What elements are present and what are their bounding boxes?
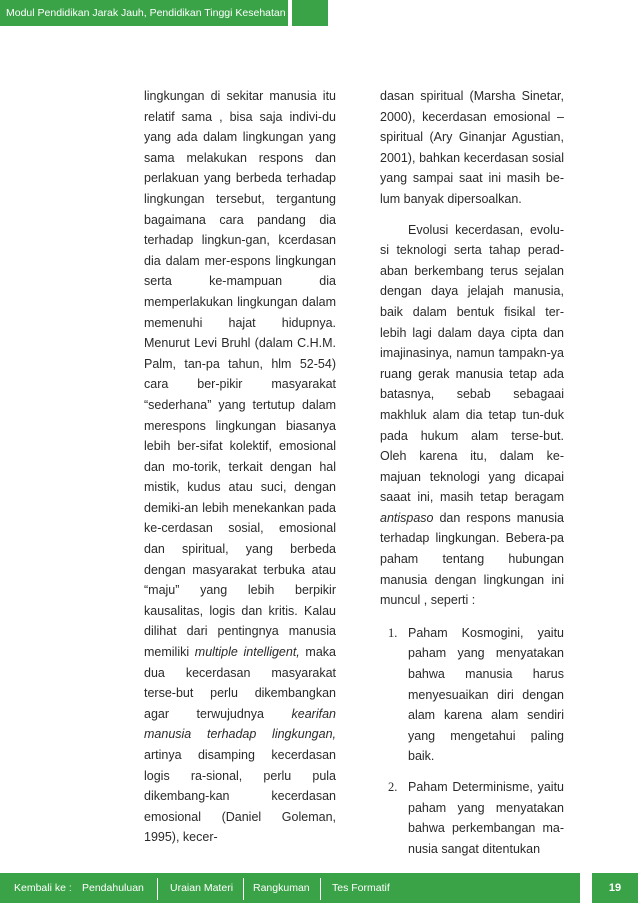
nav-uraian-materi-link[interactable]: Uraian Materi bbox=[170, 882, 234, 894]
back-label: Kembali ke : bbox=[14, 882, 72, 894]
nav-rangkuman-link[interactable]: Rangkuman bbox=[253, 882, 310, 894]
header-accent-block bbox=[292, 0, 328, 26]
nav-tes-formatif-link[interactable]: Tes Formatif bbox=[332, 882, 390, 894]
list-number: 1. bbox=[388, 625, 398, 640]
module-title: Modul Pendidikan Jarak Jauh, Pendidikan Tinggi Kesehatan bbox=[6, 7, 286, 19]
nav-pendahuluan-link[interactable]: Pendahuluan bbox=[82, 882, 144, 894]
list-number: 2. bbox=[388, 780, 398, 794]
nav-divider bbox=[157, 878, 158, 900]
footer-nav-bar bbox=[0, 873, 580, 903]
right-paragraph-2: Evolusi kecerdasan, evolu-si teknologi serta tahap perad-aban berkembang terus sejalan dengan daya jelajah manusia, baik dalam bentuk fisikal ter-lebih lagi dalam daya cipta dan imajinasinya, namun tampakn-ya ruang gerak manusia tetap ada batasnya, sebab sebagaai makhluk alam dia tetap tun-duk pada hukum alam terse-but. Oleh karena itu, dalam ke-majuan teknologi yang dicapai saaat ini, masih tetap beragam antispaso dan respons manusia terhadap lingkungan. Bebera-pa paham tentang hubungan manusia dengan lingkungan ini muncul , seperti : bbox=[380, 222, 564, 608]
page-number: 19 bbox=[592, 873, 638, 903]
left-text-column bbox=[144, 86, 336, 848]
right-text-column bbox=[380, 86, 564, 869]
italic-term: kearifan manusia terhadap lingkungan, bbox=[144, 706, 336, 742]
module-title-bar bbox=[0, 0, 288, 26]
left-paragraph: lingkungan di sekitar manusia itu relatif sama , bisa saja indivi-du yang ada dalam lingkungan yang sama melakukan respons dan perlakuan yang berbeda terhadap lingkungan tersebut, tergantung bagaimana cara pandang dia terhadap lingkun-gan, kcerdasan dia dalam mer-espons lingkungan serta ke-mampuan dia memperlakukan lingkungan dalam memenuhi hajat hidupnya. Menurut Levi Bruhl (dalam C.H.M. Palm, tan-pa tahun, hlm 52-54) cara ber-pikir masyarakat “sederhana” yang tertutup dalam merespons lingkungan biasanya lebih ber-sifat kolektif, emosional dan mo-torik, terkait dengan hal mistik, kudus atau suci, dengan demiki-an lebih menekankan pada ke-cerdasan sosial, emosional dan spiritual, yang berbeda dengan masyarakat terbuka atau “maju” yang lebih berpikir kausalitas, logis dan kritis. Kalau dilihat dari pentingnya manusia memiliki multiple intelligent, maka dua kecerdasan masyarakat terse-but perlu dikembangkan agar terwujudnya kearifan manusia terhadap lingkungan, artinya disamping kecerdasan logis ra-sional, perlu pula dikembang-kan kecerdasan emosional (Daniel Goleman, 1995), kecer- bbox=[144, 89, 336, 845]
paham-list bbox=[380, 623, 564, 860]
nav-divider bbox=[243, 878, 244, 900]
right-paragraph-1: dasan spiritual (Marsha Sinetar, 2000), kecerdasan emosional – spiritual (Ary Ginanjar Agustian, 2001), bahkan kecerdasan sosial yang sampai saat ini masih be-lum banyak dipersoalkan. bbox=[380, 89, 564, 206]
list-item: 2. Paham Determinisme, yaitu paham yang menyatakan bahwa perkembangan ma-nusia sangat ditentukan bbox=[408, 777, 564, 859]
italic-term: antispaso bbox=[380, 510, 434, 525]
italic-term: multiple intelligent, bbox=[194, 645, 300, 660]
list-item: 1. Paham Kosmogini, yaitu paham yang menyatakan bahwa manusia harus menyesuaikan diri dengan alam karena alam sendiri yang mengetahui paling baik. bbox=[408, 623, 564, 767]
nav-divider bbox=[320, 878, 321, 900]
